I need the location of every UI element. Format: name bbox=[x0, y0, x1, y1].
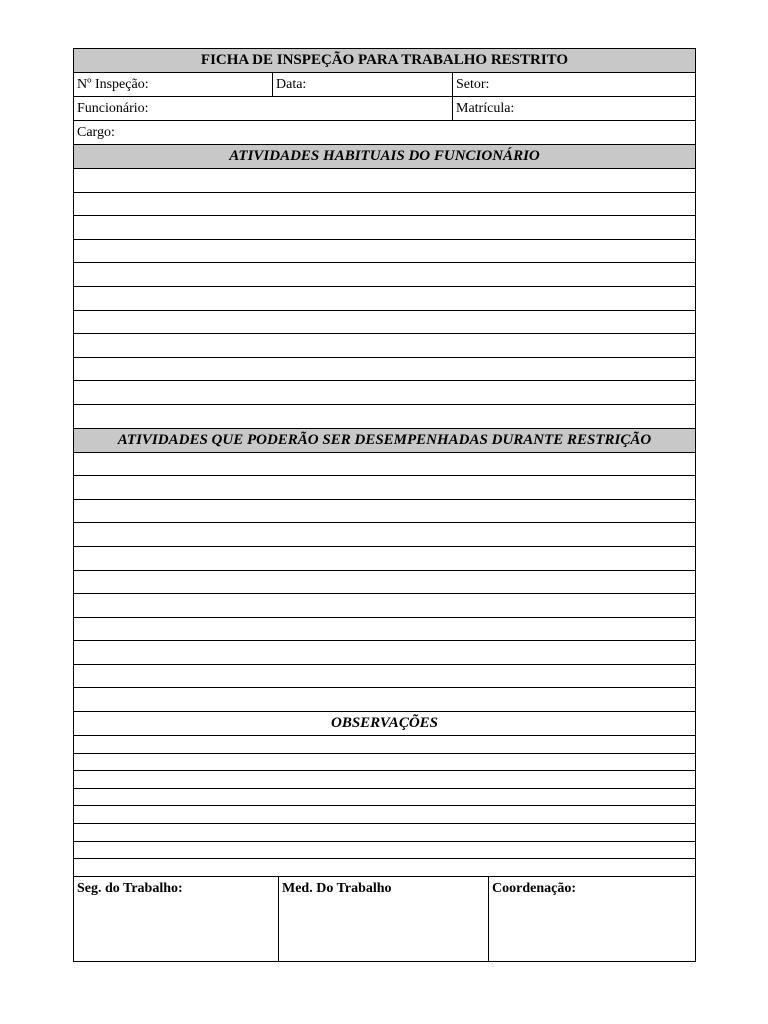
position-field[interactable] bbox=[74, 121, 695, 144]
row-position bbox=[74, 121, 695, 145]
usual-activity-line[interactable] bbox=[74, 405, 695, 429]
usual-activity-line[interactable] bbox=[74, 193, 695, 217]
restricted-activity-line[interactable] bbox=[74, 688, 695, 712]
restricted-activity-line[interactable] bbox=[74, 453, 695, 477]
usual-activity-line[interactable] bbox=[74, 311, 695, 335]
restricted-activity-line[interactable] bbox=[74, 594, 695, 618]
section-restricted-activities bbox=[74, 429, 695, 453]
row-employee-registration bbox=[74, 97, 695, 121]
usual-activity-line[interactable] bbox=[74, 287, 695, 311]
date-label: Data: bbox=[276, 76, 307, 92]
restricted-activity-line[interactable] bbox=[74, 476, 695, 500]
restricted-activity-line[interactable] bbox=[74, 571, 695, 595]
usual-activity-line[interactable] bbox=[74, 334, 695, 358]
safety-signature-label: Seg. do Trabalho: bbox=[77, 880, 183, 896]
usual-activity-line[interactable] bbox=[74, 216, 695, 240]
restricted-activity-line[interactable] bbox=[74, 547, 695, 571]
usual-activities-lines bbox=[74, 169, 695, 429]
observation-line[interactable] bbox=[74, 859, 695, 877]
medicine-signature-label: Med. Do Trabalho bbox=[282, 880, 392, 896]
section-usual-title: ATIVIDADES HABITUAIS DO FUNCIONÁRIO bbox=[229, 148, 540, 164]
signature-row bbox=[74, 877, 695, 961]
observation-line[interactable] bbox=[74, 806, 695, 824]
observations-lines bbox=[74, 736, 695, 877]
sector-label: Setor: bbox=[456, 76, 490, 92]
coordination-signature-field[interactable] bbox=[489, 877, 695, 961]
usual-activity-line[interactable] bbox=[74, 263, 695, 287]
usual-activity-line[interactable] bbox=[74, 358, 695, 382]
observation-line[interactable] bbox=[74, 771, 695, 789]
observation-line[interactable] bbox=[74, 842, 695, 860]
medicine-signature-field[interactable] bbox=[279, 877, 489, 961]
sector-field[interactable] bbox=[453, 73, 695, 96]
employee-field[interactable] bbox=[74, 97, 453, 120]
usual-activity-line[interactable] bbox=[74, 240, 695, 264]
observation-line[interactable] bbox=[74, 789, 695, 807]
registration-label: Matrícula: bbox=[456, 100, 515, 116]
restricted-activity-line[interactable] bbox=[74, 641, 695, 665]
employee-label: Funcionário: bbox=[77, 100, 149, 116]
inspection-form bbox=[73, 48, 696, 962]
restricted-activity-line[interactable] bbox=[74, 665, 695, 689]
observation-line[interactable] bbox=[74, 824, 695, 842]
position-label: Cargo: bbox=[77, 124, 115, 140]
inspection-number-label: Nº Inspeção: bbox=[77, 76, 149, 92]
restricted-activities-lines bbox=[74, 453, 695, 713]
date-field[interactable] bbox=[273, 73, 453, 96]
usual-activity-line[interactable] bbox=[74, 381, 695, 405]
section-observations-title: OBSERVAÇÕES bbox=[331, 715, 438, 732]
restricted-activity-line[interactable] bbox=[74, 523, 695, 547]
section-observations bbox=[74, 712, 695, 736]
form-title bbox=[74, 49, 695, 73]
safety-signature-field[interactable] bbox=[74, 877, 279, 961]
section-usual-activities bbox=[74, 145, 695, 169]
inspection-number-field[interactable] bbox=[74, 73, 273, 96]
row-inspection-date-sector bbox=[74, 73, 695, 97]
observation-line[interactable] bbox=[74, 736, 695, 754]
restricted-activity-line[interactable] bbox=[74, 618, 695, 642]
coordination-signature-label: Coordenação: bbox=[492, 880, 576, 896]
usual-activity-line[interactable] bbox=[74, 169, 695, 193]
section-restricted-title: ATIVIDADES QUE PODERÃO SER DESEMPENHADAS DURANTE RESTRIÇÃO bbox=[117, 431, 652, 448]
registration-field[interactable] bbox=[453, 97, 695, 120]
observation-line[interactable] bbox=[74, 754, 695, 772]
restricted-activity-line[interactable] bbox=[74, 500, 695, 524]
form-title-text: FICHA DE INSPEÇÃO PARA TRABALHO RESTRITO bbox=[200, 52, 569, 68]
